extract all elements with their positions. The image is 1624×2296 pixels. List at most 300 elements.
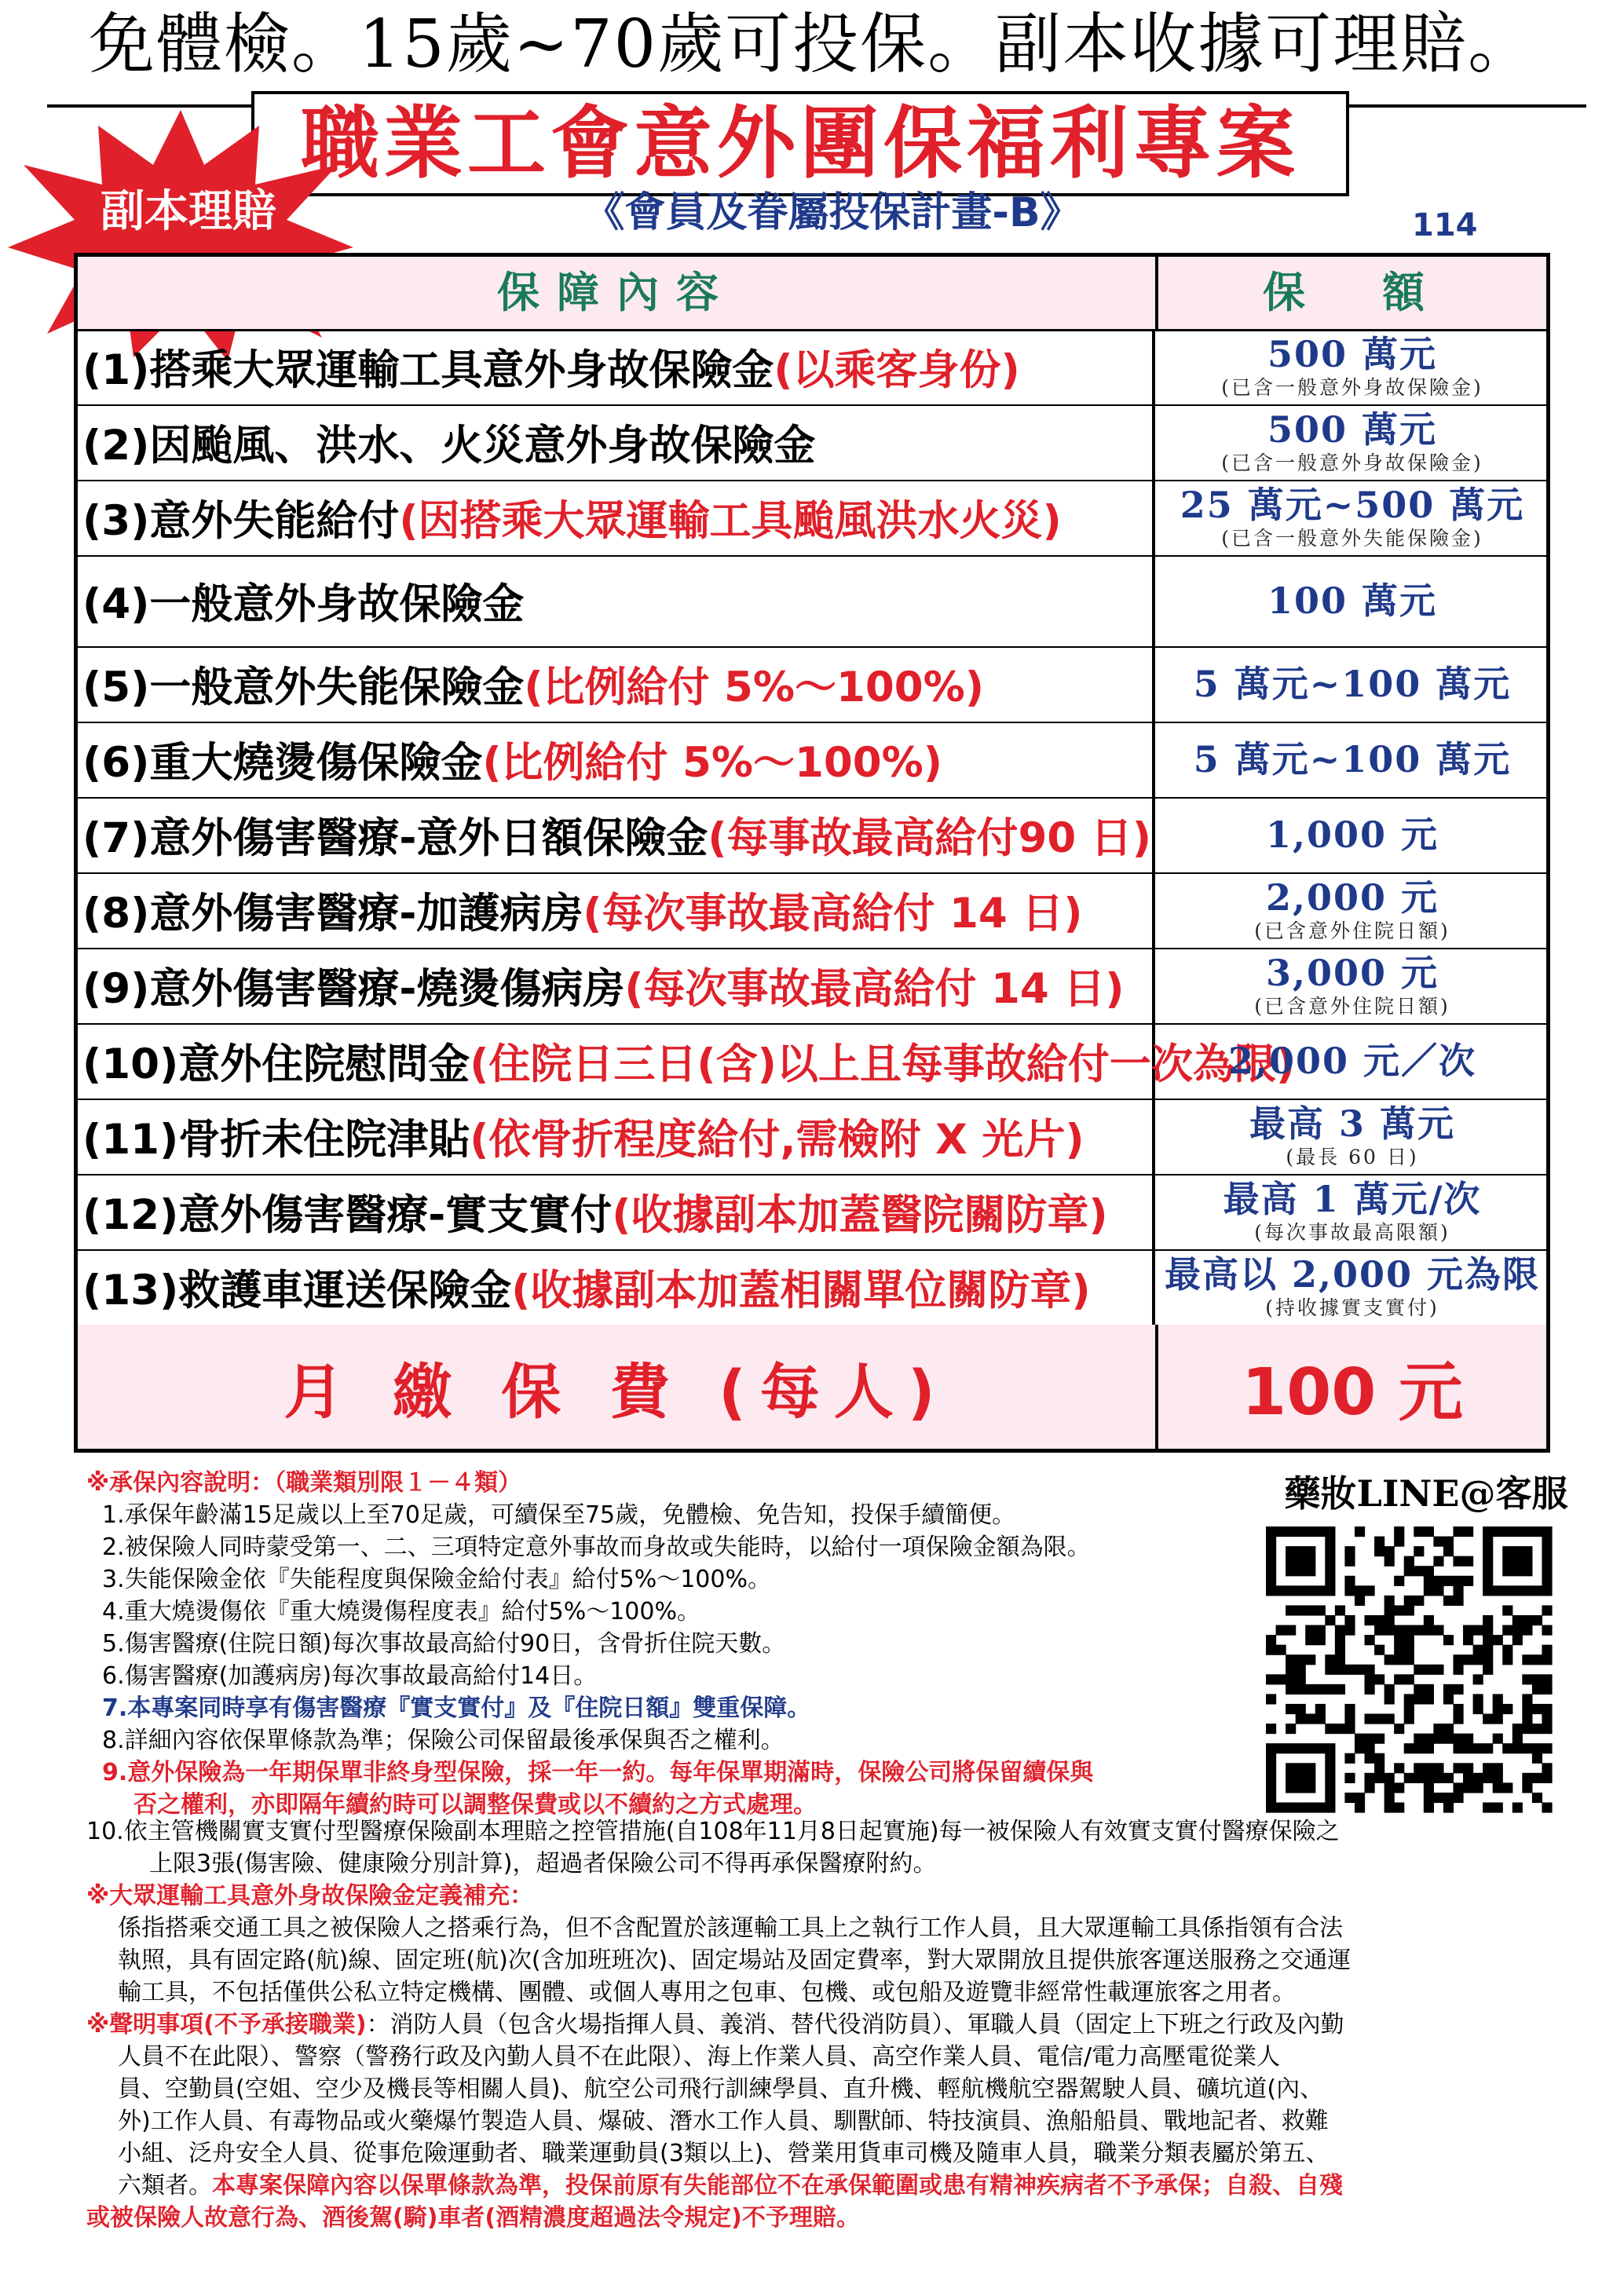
qr-module (1443, 1635, 1454, 1645)
declaration-line: 人員不在此限）、警察（警務行政及內勤人員不在此限）、海上作業人員、高空作業人員、電信/電力高壓電從業人 (118, 2043, 1281, 2071)
benefit-label-condition: (每次事故最高給付 14 日) (624, 965, 1125, 1013)
qr-module (1483, 1645, 1493, 1655)
qr-module (1374, 1546, 1384, 1556)
qr-module (1374, 1674, 1384, 1684)
qr-module (1325, 1665, 1335, 1675)
benefit-amount-cell (1158, 1174, 1546, 1249)
benefit-row (78, 329, 1546, 406)
qr-module (1532, 1704, 1542, 1714)
qr-module (1286, 1802, 1296, 1812)
qr-module (1532, 1654, 1542, 1665)
benefit-amount: 5 萬元~100 萬元 (1193, 663, 1512, 705)
qr-module (1325, 1556, 1335, 1567)
qr-module (1532, 1753, 1542, 1764)
qr-module (1394, 1674, 1404, 1684)
qr-module (1394, 1654, 1404, 1665)
qr-code-image (1266, 1526, 1552, 1812)
qr-module (1305, 1802, 1315, 1812)
qr-module (1374, 1753, 1384, 1764)
qr-module (1325, 1684, 1335, 1695)
qr-module (1522, 1773, 1532, 1783)
benefit-amount: 最高 3 萬元 (1249, 1102, 1456, 1145)
benefit-label (78, 948, 1155, 1023)
qr-module (1542, 1724, 1552, 1734)
qr-module (1522, 1704, 1532, 1714)
year-code: 114 (1412, 207, 1478, 243)
qr-module (1424, 1793, 1434, 1803)
qr-module (1522, 1743, 1532, 1753)
qr-module (1483, 1615, 1493, 1625)
qr-module (1344, 1576, 1355, 1586)
qr-module (1355, 1743, 1365, 1753)
qr-module (1483, 1625, 1493, 1636)
qr-module (1542, 1566, 1552, 1576)
benefit-amount-cell (1158, 1099, 1546, 1174)
qr-module (1276, 1645, 1286, 1655)
qr-module (1315, 1713, 1326, 1724)
qr-module (1355, 1526, 1365, 1537)
qr-module (1365, 1734, 1375, 1744)
qr-module (1384, 1713, 1395, 1724)
qr-module (1384, 1605, 1395, 1615)
premium-label: 月 繳 保 費 (每人) (78, 1325, 1158, 1449)
qr-module (1512, 1734, 1523, 1744)
qr-module (1305, 1585, 1315, 1596)
benefit-label-main: (1)搭乘大眾運輸工具意外身故保險金 (82, 346, 774, 394)
qr-module (1453, 1526, 1463, 1537)
note-item: 否之權利，亦即隔年續約時可以調整保費或以不續約之方式處理。 (134, 1791, 817, 1819)
qr-module (1325, 1566, 1335, 1576)
qr-module (1414, 1694, 1424, 1704)
qr-module (1414, 1526, 1424, 1537)
benefit-amount: 500 萬元 (1267, 408, 1438, 451)
qr-module (1424, 1782, 1434, 1793)
benefit-label-condition: (比例給付 5%～100%) (524, 664, 984, 711)
qr-module (1463, 1635, 1473, 1645)
qr-module (1325, 1743, 1335, 1753)
qr-module (1374, 1537, 1384, 1547)
qr-module (1443, 1793, 1454, 1803)
qr-module (1424, 1763, 1434, 1773)
qr-module (1266, 1802, 1276, 1812)
benefit-amount-note: (已含一般意外失能保險金) (1221, 527, 1483, 550)
benefit-row (78, 1023, 1546, 1100)
qr-module (1286, 1773, 1296, 1783)
qr-module (1296, 1763, 1306, 1773)
qr-module (1483, 1635, 1493, 1645)
qr-code-icon[interactable] (1266, 1526, 1552, 1812)
qr-module (1305, 1625, 1315, 1636)
benefit-row (78, 480, 1546, 557)
qr-module (1532, 1674, 1542, 1684)
qr-module (1542, 1743, 1552, 1753)
qr-module (1493, 1802, 1503, 1812)
qr-module (1296, 1654, 1306, 1665)
qr-module (1305, 1713, 1315, 1724)
qr-module (1443, 1724, 1454, 1734)
exclusion-text: 本專案保障內容以保單條款為準，投保前原有失能部位不在承保範圍或患有精神疾病者不予承保；自殺、自殘 (212, 2172, 1343, 2199)
qr-module (1315, 1704, 1326, 1714)
qr-module (1433, 1793, 1443, 1803)
benefit-label-condition: (因搭乘大眾運輸工具颱風洪水火災) (399, 497, 1062, 545)
qr-module (1424, 1576, 1434, 1586)
qr-module (1374, 1645, 1384, 1655)
qr-module (1502, 1743, 1512, 1753)
note-item-10-cont: 上限3張(傷害險、健康險分別計算)，超過者保險公司不得再承保醫療附約。 (149, 1850, 937, 1877)
qr-module (1344, 1793, 1355, 1803)
qr-module (1404, 1625, 1414, 1636)
benefit-amount: 5 萬元~100 萬元 (1193, 738, 1512, 781)
qr-module (1493, 1734, 1503, 1744)
qr-module (1512, 1635, 1523, 1645)
qr-module (1305, 1556, 1315, 1567)
benefit-amount: 最高以 2,000 元為限 (1164, 1253, 1541, 1296)
qr-module (1414, 1596, 1424, 1606)
qr-module (1404, 1674, 1414, 1684)
qr-module (1532, 1526, 1542, 1537)
qr-module (1502, 1704, 1512, 1714)
qr-module (1542, 1684, 1552, 1695)
qr-module (1424, 1734, 1434, 1744)
qr-module (1483, 1654, 1493, 1665)
qr-module (1493, 1585, 1503, 1596)
benefit-amount-cell (1158, 872, 1546, 948)
qr-module (1532, 1773, 1542, 1783)
qr-module (1404, 1713, 1414, 1724)
qr-module (1384, 1694, 1395, 1704)
qr-module (1424, 1625, 1434, 1636)
qr-module (1483, 1546, 1493, 1556)
benefit-label-main: (11)骨折未住院津貼 (82, 1116, 470, 1164)
declaration-line: 外)工作人員、有毒物品或火藥爆竹製造人員、爆破、潛水工作人員、馴獸師、特技演員、漁船船員、戰地記者、救難 (118, 2108, 1329, 2135)
benefit-label-condition: (以乘客身份) (774, 346, 1020, 394)
qr-module (1443, 1773, 1454, 1783)
qr-module (1296, 1556, 1306, 1567)
premium-value: 100 元 (1242, 1355, 1463, 1430)
benefit-label-condition: (住院日三日(含)以上且每事故給付一次為限) (470, 1040, 1296, 1088)
qr-module (1493, 1635, 1503, 1645)
definition-line: 輸工具，不包括僅供公私立特定機構、團體、或個人專用之包車、包機、或包船及遊覽非經常性載運旅客之用者。 (118, 1979, 1296, 2006)
qr-module (1463, 1556, 1473, 1567)
qr-module (1286, 1763, 1296, 1773)
qr-module (1502, 1546, 1512, 1556)
qr-module (1266, 1546, 1276, 1556)
line-service-label: 藥妝LINE@客服 (1284, 1472, 1568, 1515)
qr-module (1344, 1704, 1355, 1714)
qr-module (1502, 1556, 1512, 1567)
benefit-amount: 3,000 元 (1265, 952, 1439, 994)
definition-line: 執照，具有固定路(航)線、固定班(航)次(含加班班次)、固定場站及固定費率，對大眾開放且提供旅客運送服務之交通運 (118, 1947, 1352, 1974)
qr-module (1443, 1596, 1454, 1606)
qr-module (1542, 1537, 1552, 1547)
qr-module (1473, 1645, 1483, 1655)
qr-module (1286, 1724, 1296, 1734)
qr-module (1414, 1665, 1424, 1675)
qr-module (1512, 1526, 1523, 1537)
qr-module (1522, 1713, 1532, 1724)
qr-module (1473, 1625, 1483, 1636)
qr-module (1384, 1654, 1395, 1665)
qr-module (1315, 1684, 1326, 1695)
qr-module (1325, 1763, 1335, 1773)
qr-module (1414, 1734, 1424, 1744)
benefit-row (78, 555, 1546, 648)
qr-module (1296, 1665, 1306, 1675)
qr-module (1355, 1793, 1365, 1803)
benefit-amount-cell (1158, 797, 1546, 872)
benefit-label (78, 480, 1155, 555)
qr-module (1315, 1605, 1326, 1615)
qr-module (1315, 1625, 1326, 1636)
qr-module (1384, 1802, 1395, 1812)
qr-module (1266, 1793, 1276, 1803)
qr-module (1502, 1645, 1512, 1655)
qr-module (1365, 1674, 1375, 1684)
qr-module (1296, 1782, 1306, 1793)
qr-module (1286, 1546, 1296, 1556)
badge-label: 副本理賠 (101, 186, 276, 237)
qr-module (1532, 1793, 1542, 1803)
qr-module (1404, 1645, 1414, 1655)
qr-module (1493, 1773, 1503, 1783)
qr-module (1522, 1566, 1532, 1576)
qr-module (1325, 1773, 1335, 1783)
qr-module (1512, 1625, 1523, 1636)
qr-module (1493, 1763, 1503, 1773)
qr-module (1394, 1635, 1404, 1645)
qr-module (1493, 1694, 1503, 1704)
qr-module (1542, 1625, 1552, 1636)
supplementary-notes (86, 1815, 1578, 2234)
qr-module (1483, 1526, 1493, 1537)
qr-module (1344, 1753, 1355, 1764)
qr-module (1542, 1585, 1552, 1596)
definition-heading: ※大眾運輸工具意外身故保險金定義補充： (86, 1882, 534, 1910)
benefit-amount: 500 萬元 (1267, 333, 1438, 375)
qr-module (1374, 1734, 1384, 1744)
benefit-label (78, 797, 1155, 872)
qr-module (1276, 1585, 1286, 1596)
benefit-row (78, 404, 1546, 481)
qr-module (1365, 1753, 1375, 1764)
qr-module (1424, 1684, 1434, 1695)
qr-module (1266, 1556, 1276, 1567)
benefit-label-main: (7)意外傷害醫療-意外日額保險金 (82, 814, 708, 862)
plan-subtitle: 《會員及眷屬投保計畫-B》 (583, 189, 1081, 236)
qr-module (1483, 1556, 1493, 1567)
qr-module (1522, 1674, 1532, 1684)
qr-module (1463, 1576, 1473, 1586)
qr-module (1404, 1694, 1414, 1704)
qr-module (1522, 1694, 1532, 1704)
qr-module (1542, 1654, 1552, 1665)
qr-module (1276, 1743, 1286, 1753)
qr-module (1305, 1782, 1315, 1793)
qr-module (1365, 1585, 1375, 1596)
qr-module (1305, 1684, 1315, 1695)
benefit-label-condition: (依骨折程度給付,需檢附 X 光片) (470, 1116, 1084, 1164)
qr-module (1453, 1556, 1463, 1567)
qr-module (1266, 1645, 1276, 1655)
qr-module (1453, 1576, 1463, 1586)
qr-module (1502, 1605, 1512, 1615)
qr-module (1286, 1743, 1296, 1753)
qr-module (1443, 1537, 1454, 1547)
qr-module (1344, 1625, 1355, 1636)
qr-module (1542, 1576, 1552, 1586)
qr-module (1443, 1546, 1454, 1556)
qr-module (1433, 1773, 1443, 1783)
qr-module (1305, 1635, 1315, 1645)
qr-module (1266, 1537, 1276, 1547)
qr-module (1522, 1556, 1532, 1567)
qr-module (1296, 1605, 1306, 1615)
qr-module (1374, 1625, 1384, 1636)
benefit-row (78, 1174, 1546, 1251)
qr-module (1365, 1782, 1375, 1793)
qr-module (1266, 1576, 1276, 1586)
qr-module (1414, 1743, 1424, 1753)
benefit-label-condition: (每次事故最高給付 14 日) (583, 890, 1083, 938)
qr-module (1286, 1654, 1296, 1665)
qr-module (1374, 1713, 1384, 1724)
benefit-row (78, 1099, 1546, 1175)
qr-module (1394, 1724, 1404, 1734)
qr-module (1522, 1654, 1532, 1665)
qr-module (1325, 1724, 1335, 1734)
qr-module (1512, 1802, 1523, 1812)
qr-module (1335, 1654, 1345, 1665)
qr-module (1365, 1665, 1375, 1675)
qr-module (1483, 1576, 1493, 1586)
qr-module (1522, 1782, 1532, 1793)
benefit-amount-note: (持收據實支實付) (1265, 1296, 1439, 1319)
qr-module (1325, 1654, 1335, 1665)
benefit-label-main: (13)救護車運送保險金 (82, 1267, 512, 1314)
benefit-amount: 2,000 元／次 (1227, 1040, 1477, 1082)
qr-module (1305, 1654, 1315, 1665)
qr-module (1532, 1585, 1542, 1596)
benefit-amount-cell (1158, 1249, 1546, 1325)
qr-module (1344, 1724, 1355, 1734)
qr-module (1512, 1546, 1523, 1556)
qr-module (1493, 1526, 1503, 1537)
benefit-amount-cell (1158, 1023, 1546, 1099)
qr-module (1286, 1684, 1296, 1695)
qr-module (1473, 1743, 1483, 1753)
benefit-amount-cell (1158, 948, 1546, 1023)
top-tagline: 免體檢。15歲~70歲可投保。副本收據可理賠。 (88, 5, 1536, 82)
qr-module (1335, 1724, 1345, 1734)
notes-heading: ※承保內容說明：（職業類別限１－４類） (86, 1469, 522, 1497)
qr-module (1433, 1724, 1443, 1734)
qr-module (1414, 1625, 1424, 1636)
qr-module (1483, 1566, 1493, 1576)
qr-module (1542, 1704, 1552, 1714)
qr-module (1433, 1585, 1443, 1596)
qr-module (1433, 1763, 1443, 1773)
qr-module (1483, 1743, 1493, 1753)
qr-module (1286, 1665, 1296, 1675)
benefit-label (78, 722, 1155, 797)
qr-module (1394, 1802, 1404, 1812)
qr-module (1424, 1773, 1434, 1783)
qr-module (1305, 1773, 1315, 1783)
qr-module (1355, 1802, 1365, 1812)
qr-module (1443, 1576, 1454, 1586)
qr-module (1404, 1704, 1414, 1714)
qr-module (1384, 1615, 1395, 1625)
qr-module (1384, 1782, 1395, 1793)
qr-module (1542, 1645, 1552, 1655)
benefit-label-condition: (比例給付 5%～100%) (482, 739, 942, 787)
qr-module (1522, 1546, 1532, 1556)
declaration-line: 員、空勤員(空姐、空少及機長等相關人員)、航空公司飛行訓練學員、直升機、輕航機航空器駕駛人員、礦坑道(內、 (118, 2075, 1324, 2103)
qr-module (1463, 1734, 1473, 1744)
qr-module (1394, 1576, 1404, 1586)
qr-module (1384, 1625, 1395, 1636)
qr-module (1424, 1615, 1434, 1625)
qr-module (1384, 1684, 1395, 1695)
qr-module (1365, 1615, 1375, 1625)
qr-module (1305, 1763, 1315, 1773)
qr-module (1286, 1605, 1296, 1615)
qr-module (1483, 1713, 1493, 1724)
qr-module (1394, 1537, 1404, 1547)
qr-module (1424, 1743, 1434, 1753)
qr-module (1355, 1734, 1365, 1744)
benefit-row (78, 948, 1546, 1025)
qr-module (1463, 1654, 1473, 1665)
qr-module (1493, 1782, 1503, 1793)
declaration-heading: ※聲明事項(不予承接職業) (86, 2011, 367, 2038)
qr-module (1473, 1782, 1483, 1793)
qr-module (1433, 1625, 1443, 1636)
qr-module (1502, 1566, 1512, 1576)
qr-module (1463, 1763, 1473, 1773)
qr-module (1344, 1665, 1355, 1675)
qr-module (1404, 1605, 1414, 1615)
qr-module (1286, 1585, 1296, 1596)
benefit-row (78, 872, 1546, 949)
benefit-row (78, 1249, 1546, 1326)
qr-module (1542, 1773, 1552, 1783)
qr-module (1532, 1724, 1542, 1734)
qr-module (1325, 1782, 1335, 1793)
qr-module (1433, 1665, 1443, 1675)
declaration-tail: 六類者。 (118, 2172, 212, 2199)
benefit-label-main: (2)因颱風、洪水、火災意外身故保險金 (82, 422, 816, 470)
qr-module (1414, 1566, 1424, 1576)
qr-module (1296, 1743, 1306, 1753)
qr-module (1522, 1724, 1532, 1734)
qr-module (1532, 1684, 1542, 1695)
benefit-label-main: (6)重大燒燙傷保險金 (82, 739, 483, 787)
premium-row (78, 1325, 1546, 1449)
note-item: 3.失能保險金依『失能程度與保險金給付表』給付5%～100%。 (102, 1566, 771, 1593)
qr-module (1502, 1625, 1512, 1636)
benefit-amount: 100 萬元 (1267, 579, 1438, 622)
qr-module (1344, 1556, 1355, 1567)
qr-module (1542, 1763, 1552, 1773)
benefit-amount-note: (已含一般意外身故保險金) (1221, 376, 1483, 399)
qr-module (1325, 1585, 1335, 1596)
qr-module (1325, 1802, 1335, 1812)
qr-module (1463, 1782, 1473, 1793)
qr-module (1325, 1537, 1335, 1547)
qr-module (1424, 1802, 1434, 1812)
qr-module (1424, 1694, 1434, 1704)
